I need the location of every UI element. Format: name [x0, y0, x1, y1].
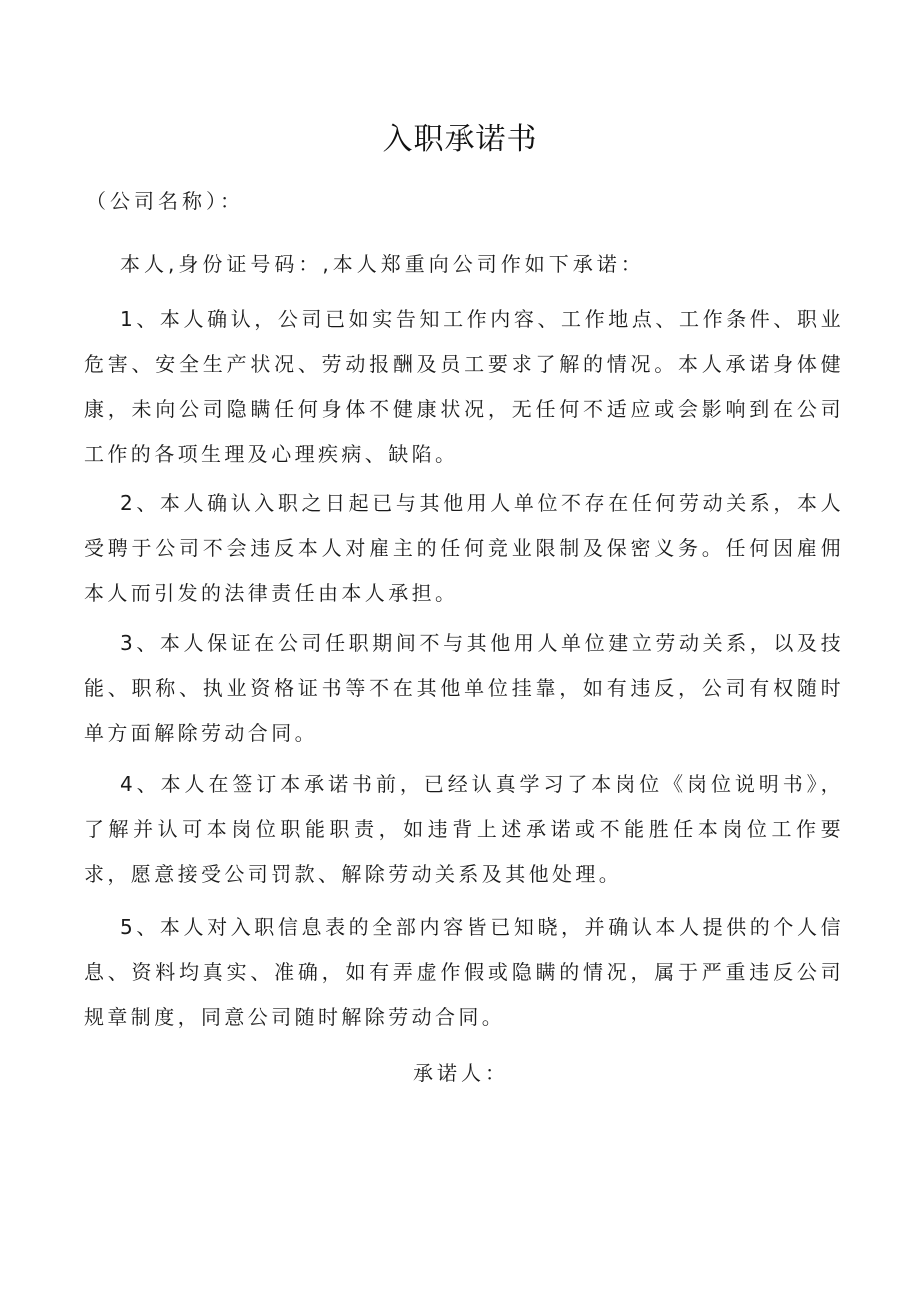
recipient-line: （公司名称）：: [86, 189, 244, 213]
clause-5: 5、本人对入职信息表的全部内容皆已知晓，并确认本人提供的个人信息、资料均真实、准确，如有弄虚作假或隐瞒的情况，属于严重违反公司规章制度，同意公司随时解除劳动合同。: [84, 915, 844, 1029]
signer-label: 承诺人：: [413, 1061, 509, 1085]
clause-3: 3、本人保证在公司任职期间不与其他用人单位建立劳动关系，以及技能、职称、执业资格证书等不在其他单位挂靠，如有违反，公司有权随时单方面解除劳动合同。: [84, 631, 844, 745]
clause-4: 4、本人在签订本承诺书前，已经认真学习了本岗位《岗位说明书》，了解并认可本岗位职能职责，如违背上述承诺或不能胜任本岗位工作要求，愿意接受公司罚款、解除劳动关系及其他处理。: [84, 772, 844, 886]
clause-1: 1、本人确认，公司已如实告知工作内容、工作地点、工作条件、职业危害、安全生产状况、劳动报酬及员工要求了解的情况。本人承诺身体健康，未向公司隐瞒任何身体不健康状况，无任何不适应或会影响到在公司工作的各项生理及心理疾病、缺陷。: [84, 307, 844, 466]
intro-paragraph: 本人,身份证号码：,本人郑重向公司作如下承诺：: [120, 252, 645, 276]
document-title: 入职承诺书: [382, 122, 538, 157]
clause-2: 2、本人确认入职之日起已与其他用人单位不存在任何劳动关系，本人受聘于公司不会违反本人对雇主的任何竞业限制及保密义务。任何因雇佣本人而引发的法律责任由本人承担。: [84, 491, 844, 605]
